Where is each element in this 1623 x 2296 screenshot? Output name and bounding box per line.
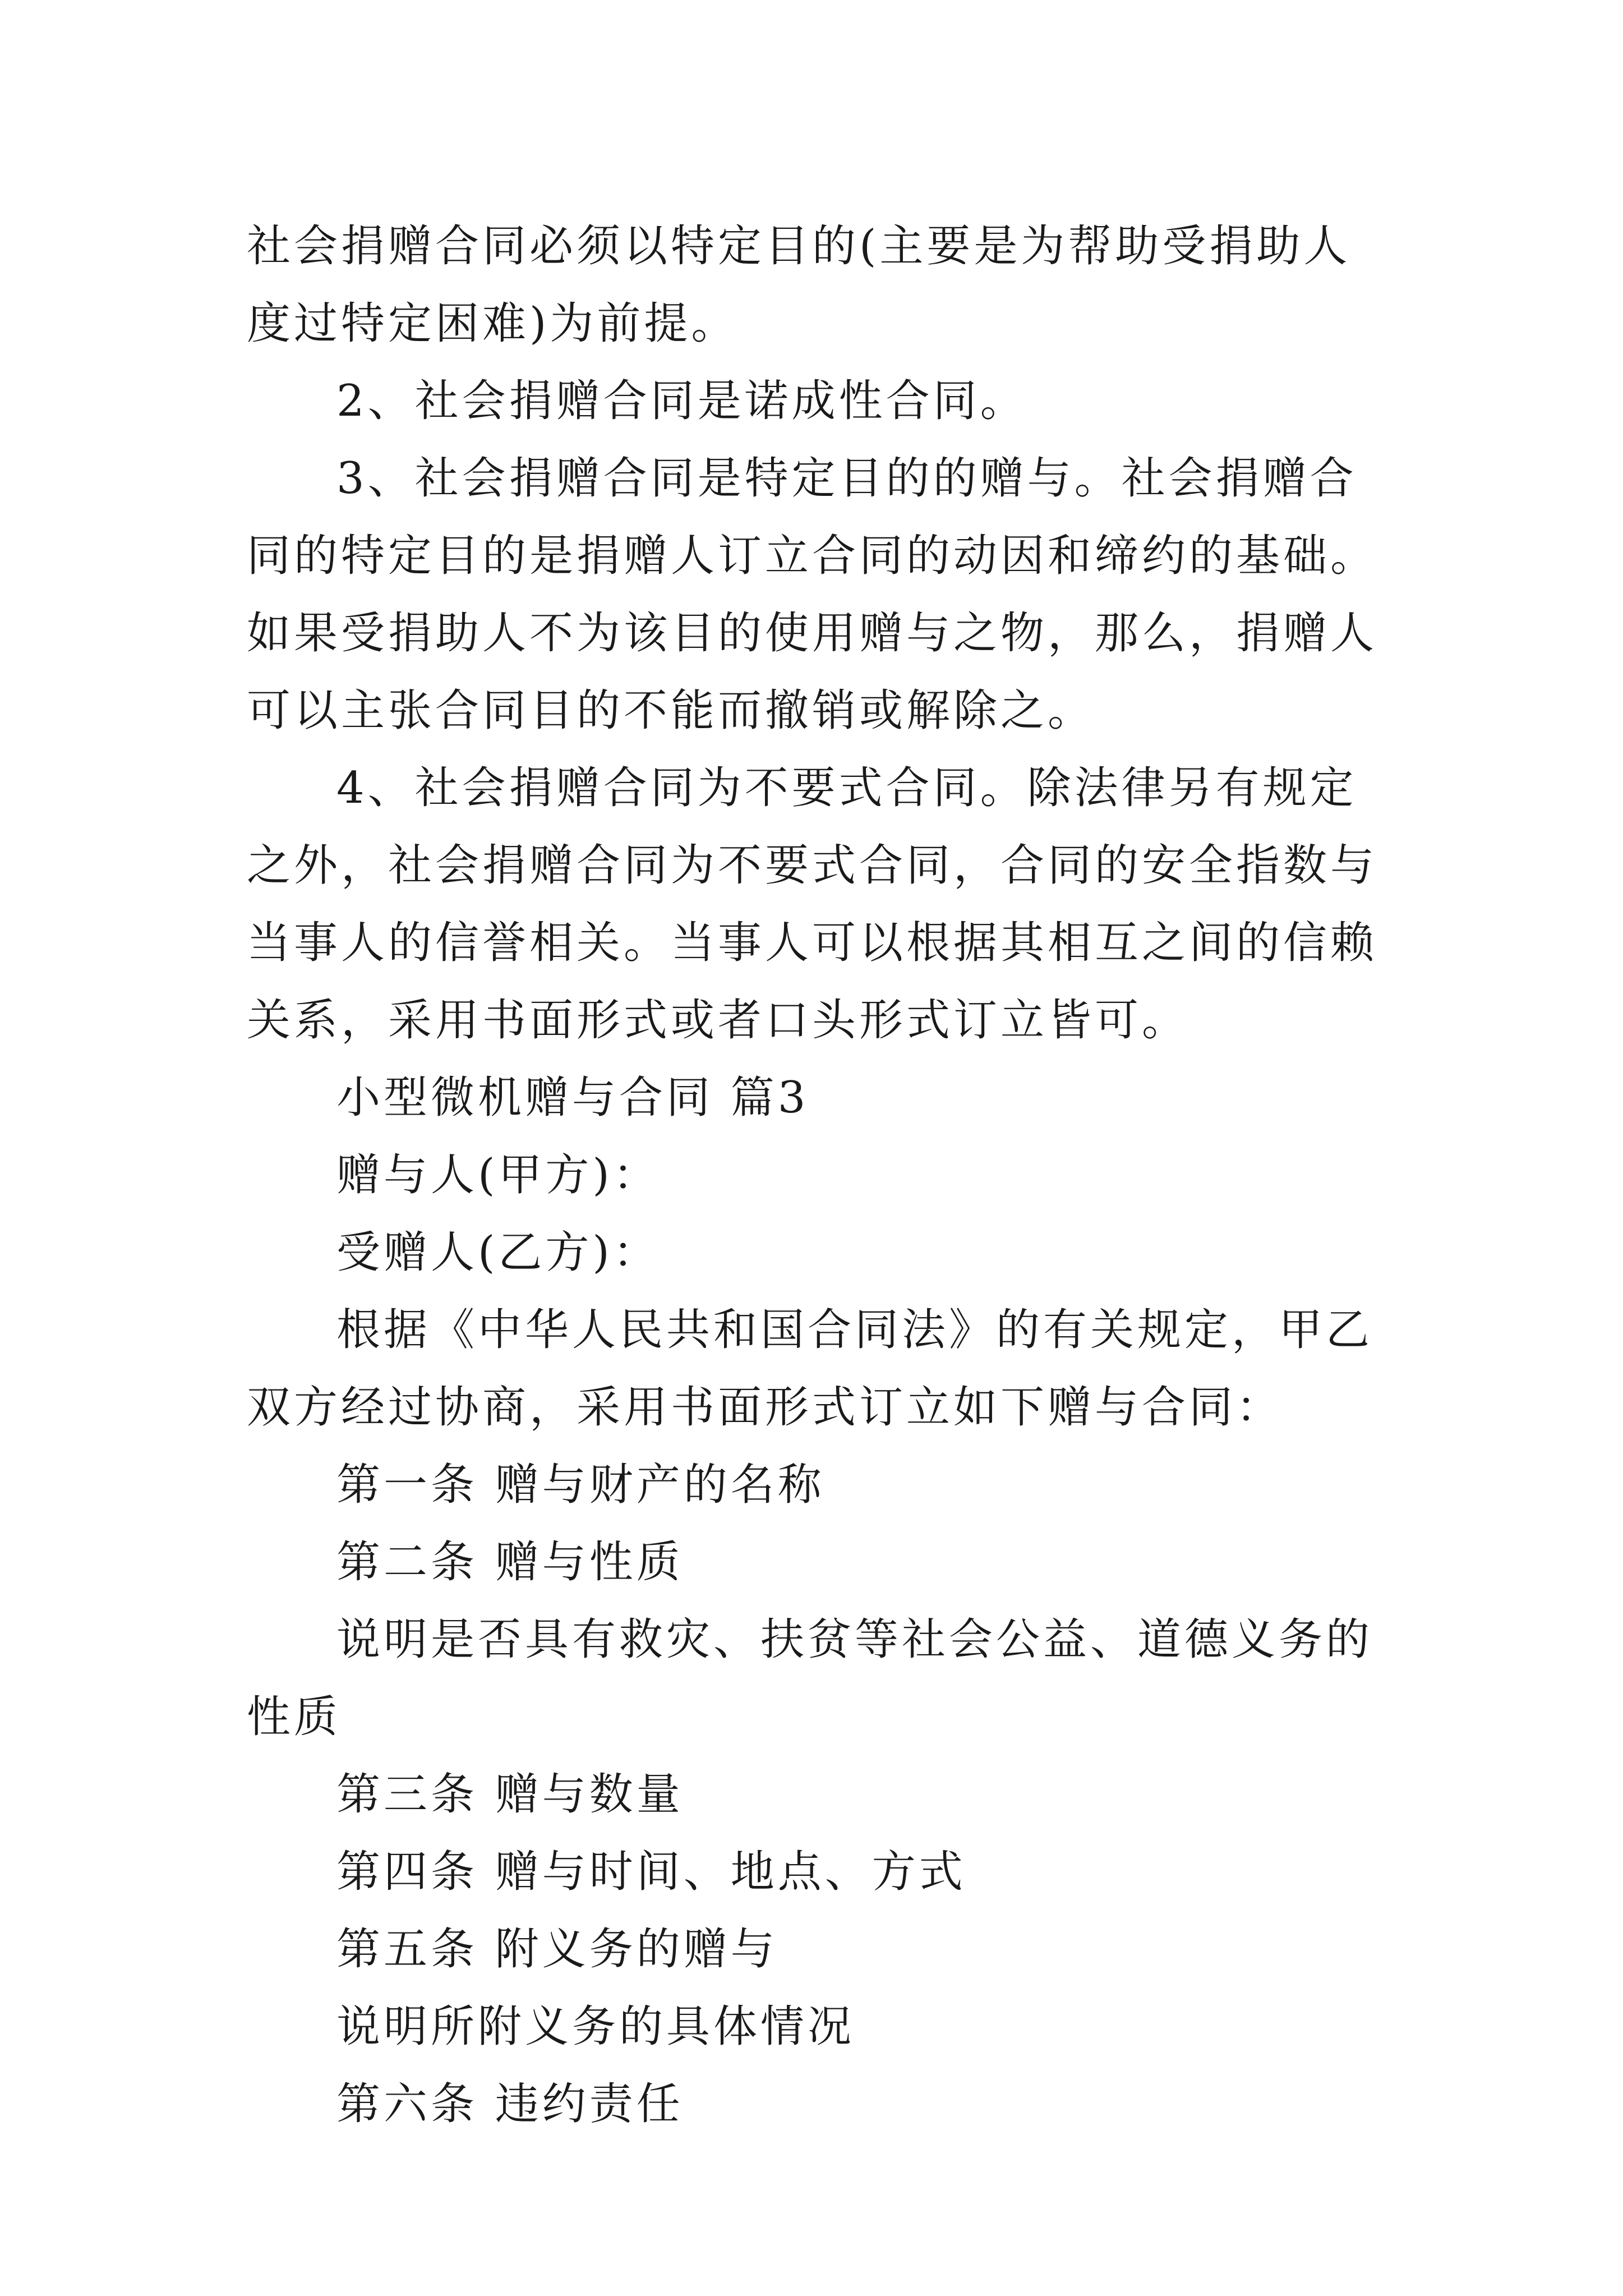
- article-2-note: 说明是否具有救灾、扶贫等社会公益、道德义务的性质: [247, 1614, 1373, 1742]
- article-2: 第二条 赠与性质: [336, 1537, 684, 1588]
- document-body: [247, 208, 1380, 2143]
- article-5-note: 说明所附义务的具体情况: [336, 2001, 855, 2052]
- article-3: 第三条 赠与数量: [336, 1769, 684, 1820]
- article-1: 第一条 赠与财产的名称: [336, 1460, 825, 1510]
- section-heading: 小型微机赠与合同 篇3: [336, 1073, 809, 1123]
- article-5: 第五条 附义务的赠与: [336, 1924, 778, 1975]
- donor-line: 赠与人(甲方)：: [336, 1150, 660, 1200]
- paragraph-item-3: 3、社会捐赠合同是特定目的的赠与。社会捐赠合同的特定目的是捐赠人订立合同的动因和缔约的基础。如果受捐助人不为该目的使用赠与之物，那么，捐赠人可以主张合同目的不能而撤销或解除之。: [247, 453, 1378, 736]
- paragraph-item-4: 4、社会捐赠合同为不要式合同。除法律另有规定之外，社会捐赠合同为不要式合同，合同的安全指数与当事人的信誉相关。当事人可以根据其相互之间的信赖关系，采用书面形式或者口头形式订立皆可。: [247, 763, 1378, 1046]
- article-4: 第四条 赠与时间、地点、方式: [336, 1847, 966, 1897]
- article-6: 第六条 违约责任: [336, 2079, 684, 2129]
- contract-preamble: 根据《中华人民共和国合同法》的有关规定，甲乙双方经过协商，采用书面形式订立如下赠与合同：: [247, 1305, 1373, 1433]
- paragraph-purpose-premise: 社会捐赠合同必须以特定目的(主要是为帮助受捐助人度过特定困难)为前提。: [247, 221, 1351, 349]
- donee-line: 受赠人(乙方)：: [336, 1227, 660, 1278]
- paragraph-item-2: 2、社会捐赠合同是诺成性合同。: [336, 376, 1027, 426]
